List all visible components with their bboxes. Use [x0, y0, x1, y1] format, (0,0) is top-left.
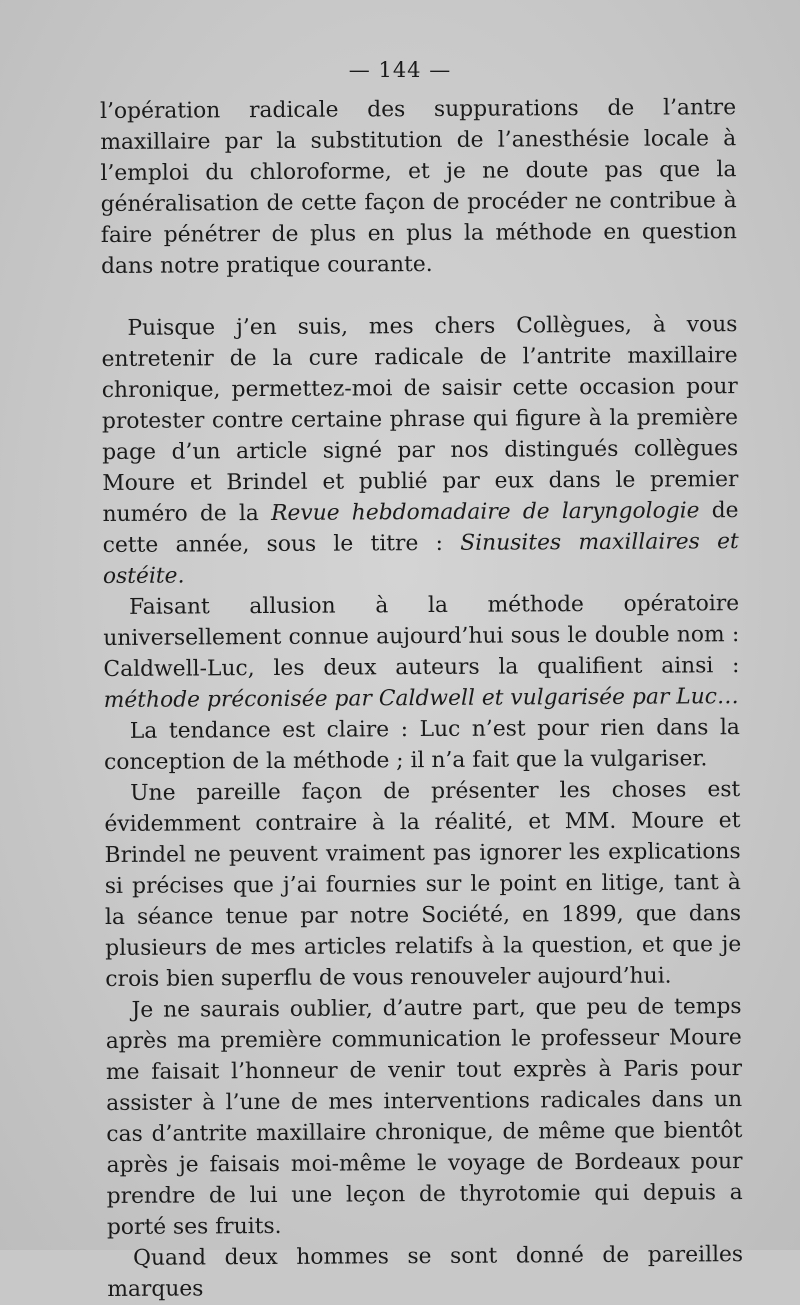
paragraph-3 [103, 588, 740, 716]
paragraph-text: de cette année, sous le titre : [102, 498, 739, 558]
paragraph-1 [100, 92, 737, 282]
paragraph-2 [101, 309, 739, 592]
paragraph-text: Quand deux hommes se sont donné de pareilles marques [107, 1242, 744, 1302]
paragraph-4 [104, 712, 740, 778]
quotation: méthode préconisée par Caldwell et vulgarisée par Luc… [103, 684, 739, 713]
paragraph-text: l’opération radicale des suppurations de l’antre maxillaire par la substitution de l’anesthésie locale à l’emploi du chloroforme, et je ne doute pas que la généralisation de cette façon de procéder ne contribue à faire pénétrer de plus en plus la méthode en question dans notre pratique courante. [100, 95, 737, 279]
paragraph-5 [104, 774, 741, 995]
paragraph-text: Une pareille façon de présenter les choses est évidemment contraire à la réalité, et MM. Moure et Brindel ne peuvent vraiment pas ignorer les explications si précises que j’ai fournies sur le point en litige, tant à la séance tenue par notre Société, en 1899, que dans plusieurs de mes articles relatifs à la question, et que je crois bien superflu de vous renouveler aujourd’hui. [104, 777, 742, 992]
journal-title: Revue hebdomadaire de laryngologie [270, 498, 700, 526]
article-title: Sinusites maxillaires et ostéite. [102, 529, 739, 589]
body-text [100, 92, 743, 1305]
paragraph-6 [105, 991, 743, 1243]
paragraph-text: Puisque j’en suis, mes chers Collègues, à vous entretenir de la cure radicale de l’antrite maxillaire chronique, permettez-moi de saisir cette occasion pour protester contre certaine phrase qui figure à la première page d’un article signé par nos distingués collègues Moure et Brindel et publié par eux dans le premier numéro de la [101, 312, 739, 527]
paragraph-text: Je ne saurais oublier, d’autre part, que peu de temps après ma première communication le professeur Moure me faisait l’honneur de venir tout exprès à Paris pour assister à l’une de mes interventions radicales dans un cas d’antrite maxillaire chronique, de même que bientôt après je faisais moi-même le voyage de Bordeaux pour prendre de lui une leçon de thyrotomie qui depuis a porté ses fruits. [105, 994, 743, 1240]
page-number: — 144 — [348, 58, 452, 82]
paragraph-7 [107, 1239, 743, 1305]
paragraph-text: La tendance est claire : Luc n’est pour rien dans la conception de la méthode ; il n’a fait que la vulgariser. [103, 715, 740, 775]
paragraph-text: Faisant allusion à la méthode opératoire universellement connue aujourd’hui sous le double nom : Caldwell-Luc, les deux auteurs la qualifient ainsi : [103, 591, 740, 682]
